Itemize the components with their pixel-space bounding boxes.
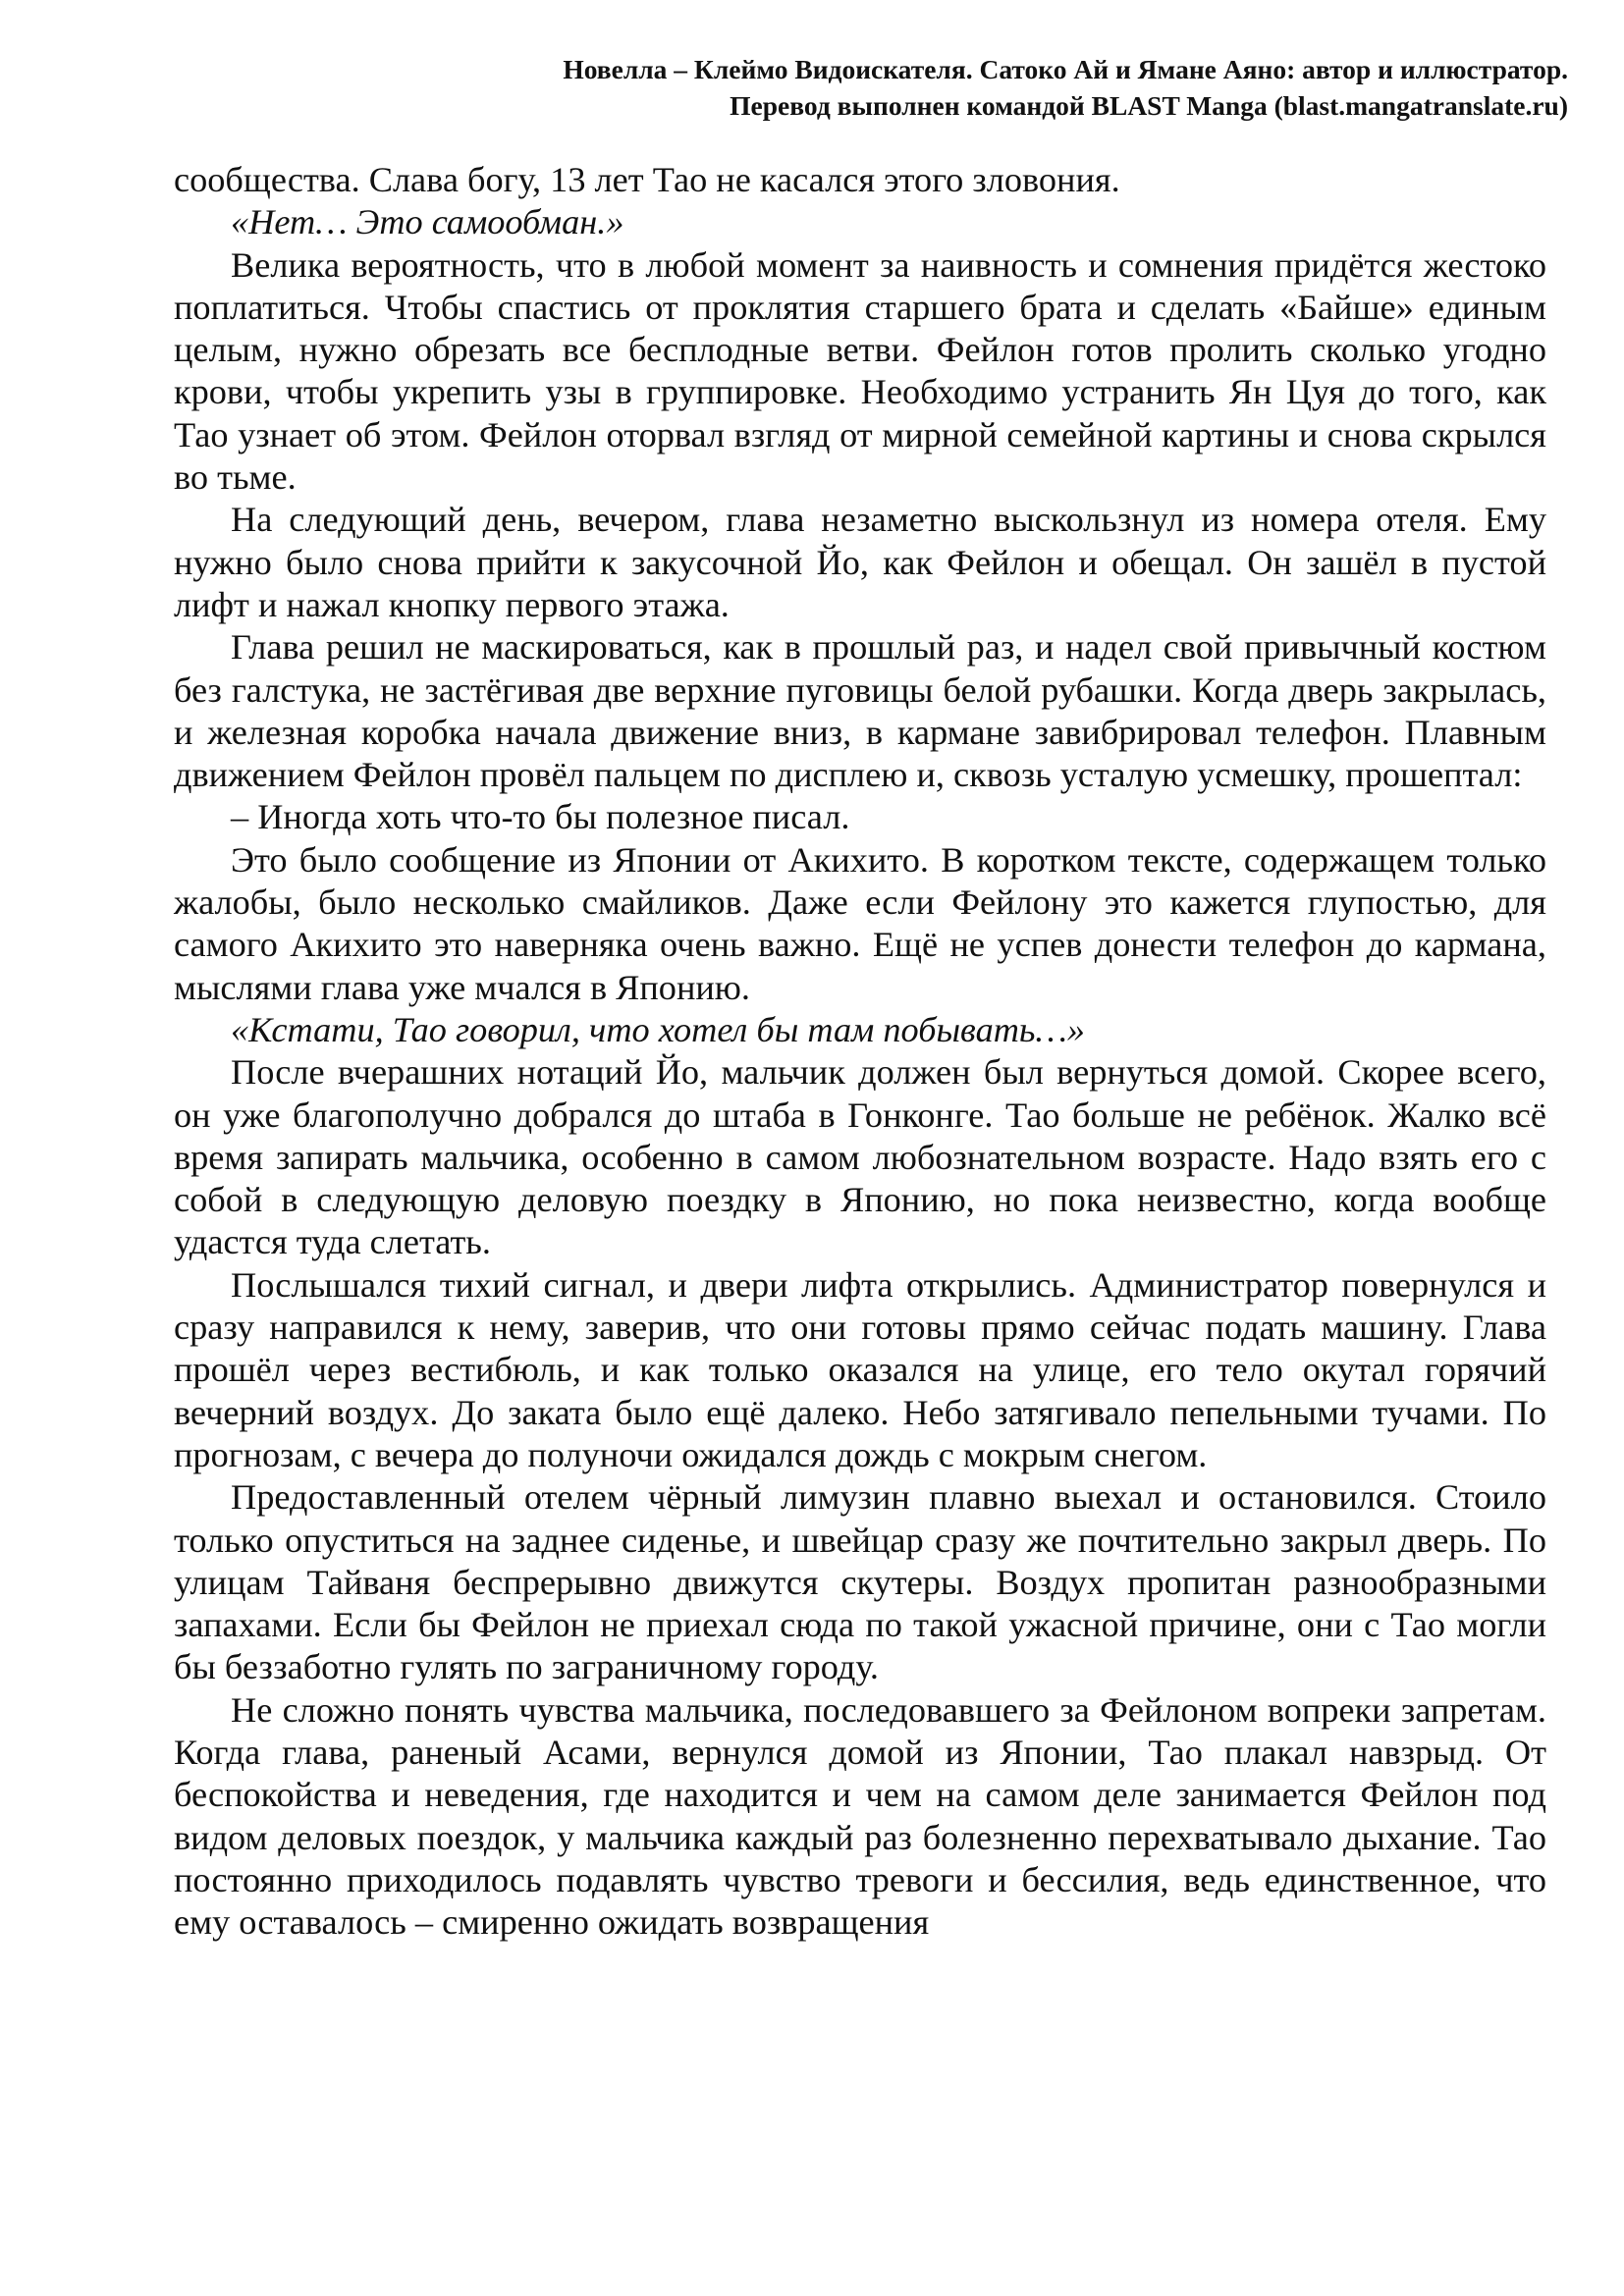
body-text bbox=[174, 159, 1546, 1944]
paragraph: Послышался тихий сигнал, и двери лифта открылись. Администратор повернулся и сразу направился к нему, заверив, что они готовы прямо сейчас подать машину. Глава прошёл через вестибюль, и как только оказался на улице, его тело окутал горячий вечерний воздух. До заката было ещё далеко. Небо затягивало пепельными тучами. По прогнозам, с вечера до полуночи ожидался дождь с мокрым снегом. bbox=[174, 1264, 1546, 1474]
paragraph: На следующий день, вечером, глава незаметно выскользнул из номера отеля. Ему нужно было снова прийти к закусочной Йо, как Фейлон и обещал. Он зашёл в пустой лифт и нажал кнопку первого этажа. bbox=[174, 500, 1546, 624]
page-header bbox=[563, 51, 1568, 124]
header-title-line: Новелла – Клеймо Видоискателя. Сатоко Ай и Ямане Аяно: автор и иллюстратор. bbox=[563, 54, 1568, 84]
paragraph: Не сложно понять чувства мальчика, последовавшего за Фейлоном вопреки запретам. Когда глава, раненый Асами, вернулся домой из Японии, Тао плакал навзрыд. От беспокойства и неведения, где находится и чем на самом деле занимается Фейлон под видом деловых поездок, у мальчика каждый раз болезненно перехватывало дыхание. Тао постоянно приходилось подавлять чувство тревоги и бессилия, ведь единственное, что ему оставалось – смиренно ожидать возвращения bbox=[174, 1689, 1546, 1943]
paragraph-italic-thought: «Нет… Это самообман.» bbox=[231, 202, 624, 242]
paragraph: После вчерашних нотаций Йо, мальчик должен был вернуться домой. Скорее всего, он уже благополучно добрался до штаба в Гонконге. Тао больше не ребёнок. Жалко всё время запирать мальчика, особенно в самом любознательном возрасте. Надо взять его с собой в следующую деловую поездку в Японию, но пока неизвестно, когда вообще удастся туда слетать. bbox=[174, 1052, 1546, 1262]
paragraph: Предоставленный отелем чёрный лимузин плавно выехал и остановился. Стоило только опуститься на заднее сиденье, и швейцар сразу же почтительно закрыл дверь. По улицам Тайваня беспрерывно движутся скутеры. Воздух пропитан разнообразными запахами. Если бы Фейлон не приехал сюда по такой ужасной причине, они с Тао могли бы беззаботно гулять по заграничному городу. bbox=[174, 1477, 1546, 1687]
paragraph: Велика вероятность, что в любой момент за наивность и сомнения придётся жестоко поплатиться. Чтобы спастись от проклятия старшего брата и сделать «Байше» единым целым, нужно обрезать все бесплодные ветви. Фейлон готов пролить сколько угодно крови, чтобы укрепить узы в группировке. Необходимо устранить Ян Цуя до того, как Тао узнает об этом. Фейлон оторвал взгляд от мирной семейной картины и снова скрылся во тьме. bbox=[174, 244, 1546, 498]
paragraph: Глава решил не маскироваться, как в прошлый раз, и надел свой привычный костюм без галстука, не застёгивая две верхние пуговицы белой рубашки. Когда дверь закрылась, и железная коробка начала движение вниз, в кармане завибрировал телефон. Плавным движением Фейлон провёл пальцем по дисплею и, сквозь усталую усмешку, прошептал: bbox=[174, 627, 1546, 795]
paragraph-dialogue: – Иногда хоть что-то бы полезное писал. bbox=[231, 797, 850, 837]
header-credit-line: Перевод выполнен командой BLAST Manga (blast.mangatranslate.ru) bbox=[730, 90, 1568, 121]
paragraph: сообщества. Слава богу, 13 лет Тао не касался этого зловония. bbox=[174, 160, 1120, 199]
paragraph: Это было сообщение из Японии от Акихито. В коротком тексте, содержащем только жалобы, было несколько смайликов. Даже если Фейлону это кажется глупостью, для самого Акихито это наверняка очень важно. Ещё не успев донести телефон до кармана, мыслями глава уже мчался в Японию. bbox=[174, 839, 1546, 1007]
paragraph-italic-thought: «Кстати, Тао говорил, что хотел бы там побывать…» bbox=[231, 1009, 1085, 1049]
